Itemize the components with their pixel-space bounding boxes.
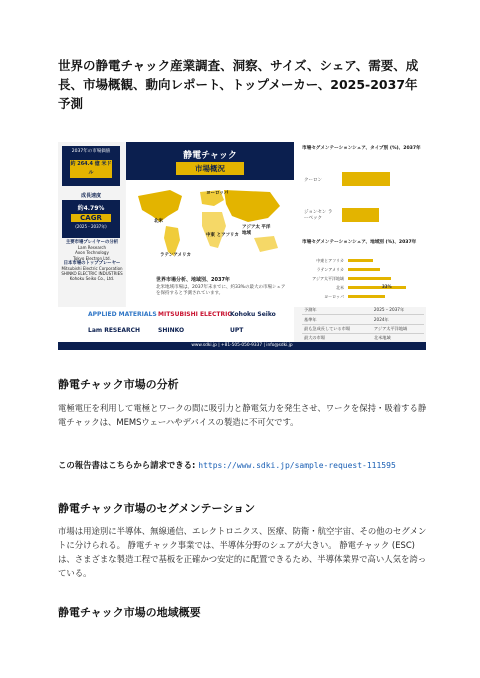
type-bar-label: ジョンセン ラーベック — [304, 210, 333, 221]
banner-subtitle: 市場概況 — [176, 162, 244, 175]
section-heading-analysis: 静電チャック市場の分析 — [58, 378, 179, 391]
table-cell: 2024年 — [372, 315, 424, 324]
map-label-latin-america: ラテンアメリカ — [160, 253, 191, 258]
table-cell: 2025 – 2037年 — [372, 306, 424, 315]
banner-title: 静電チャック — [183, 151, 237, 161]
map-label-europe: ヨーロッパ — [206, 191, 229, 196]
infographic-banner — [126, 142, 294, 180]
map-label-middle-east-africa: 中東 とアフリカ — [206, 233, 239, 238]
player-item: Tokyo Electron Ltd. — [73, 255, 111, 261]
region-bar-tag: 33% — [382, 284, 392, 289]
infographic-left-column — [58, 142, 125, 307]
table-cell: 最大の市場 — [302, 334, 372, 343]
logo-shinko: SHINKO — [158, 327, 185, 334]
logo-applied-materials: APPLIED MATERIALS — [88, 311, 157, 318]
summary-table — [302, 306, 424, 344]
logo-lam-research: Lam RESEARCH — [88, 327, 141, 334]
type-bar — [342, 208, 379, 222]
region-bar-label: 北米 — [336, 285, 344, 290]
request-line — [58, 459, 396, 471]
table-cell: 基準年 — [302, 315, 372, 324]
table-cell: 最も急成長している市場 — [302, 324, 372, 333]
type-share-heading: 市場セグメンテーションシェア、タイプ別 (%)、2037年 — [302, 146, 421, 151]
region-bar-label: 中東とアフリカ — [316, 258, 344, 263]
table-row — [302, 315, 424, 324]
japan-player-item: Kohoku Seiko Co., Ltd. — [69, 276, 115, 282]
market-infographic — [58, 142, 426, 350]
logo-kohoku-seiko: Kohoku Seiko — [230, 311, 276, 318]
region-bar-label: ヨーロッパ — [324, 294, 344, 299]
growth-value: 約4.79% — [77, 205, 105, 212]
region-bar-label: ラテンアメリカ — [316, 267, 344, 272]
type-bar-label: クーロン — [304, 178, 322, 183]
region-bar — [348, 268, 380, 271]
map-label-north-america: 北米 — [154, 219, 163, 224]
map-caption-body: 北米地域市場は、2037年末までに、約33%の最大の市場シェアを保持すると予測されています。 — [156, 285, 286, 296]
map-caption-title: 世界市場分析、地域別、2037年 — [156, 277, 230, 283]
region-bar — [348, 286, 406, 289]
cagr-period: (2025 - 2037年) — [75, 224, 107, 229]
players-heading: 主要市場プレイヤーの分析 — [65, 240, 119, 245]
map-label-asia-pacific: アジア太 平洋地域 — [242, 225, 271, 236]
section-heading-regional: 静電チャック市場の地域概要 — [58, 606, 201, 619]
market-value-label: 2037年の市場価値 — [71, 149, 111, 154]
infographic-footer: www.sdki.jp | +81-505-050-9337 | info@sdki.jp — [58, 342, 426, 350]
map-africa — [202, 212, 226, 248]
sample-request-link[interactable]: https://www.sdki.jp/sample-request-111595 — [198, 461, 396, 470]
page-title: 世界の静電チャック産業調査、洞察、サイズ、シェア、需要、成長、市場概観、動向レポート、トップメーカー、2025-2037年予測 — [58, 58, 419, 111]
table-cell: 予測年 — [302, 306, 372, 315]
region-bar — [348, 259, 373, 262]
section-body-segmentation: 市場は用途別に半導体、無線通信、エレクトロニクス、医療、防衛・航空宇宙、その他のセグメントに分けられる。 静電チャック事業では、半導体分野のシェアが大きい。 静電チャック (ESC) は、さまざまな製造工程で基板を正確かつ安定的に配置できるため、半導体業界で高い人気を誇っている。 — [58, 526, 427, 578]
section-body-analysis: 電極電圧を利用して電極とワークの間に吸引力と静電気力を発生させ、ワークを保持・吸着する静電チャックは、MEMSウェーハやデバイスの製造に不可欠です。 — [58, 403, 427, 427]
infographic-center — [126, 142, 294, 307]
table-cell: アジア太平洋地域 — [372, 324, 424, 333]
player-item: Lam Research — [77, 245, 107, 251]
section-heading-segmentation: 静電チャック市場のセグメンテーション — [58, 502, 256, 515]
region-bar-label: アジア太平洋地域 — [312, 276, 344, 281]
japan-player-item: Mitsubishi Electric Corporation — [61, 266, 123, 272]
infographic-right-column — [294, 142, 426, 341]
logo-mitsubishi-electric: MITSUBISHI ELECTRIC — [158, 311, 232, 318]
japan-player-item: SHINKO ELECTRIC INDUSTRIES — [61, 271, 123, 277]
company-logos — [58, 307, 294, 342]
growth-label: 成長速度 — [80, 193, 101, 199]
map-asia — [224, 190, 280, 222]
cagr-box — [62, 200, 120, 238]
player-item: Axon Technology — [75, 250, 109, 256]
region-share-heading: 市場セグメンテーションシェア、地域別 (%)、2037年 — [302, 240, 417, 245]
market-value-box — [62, 146, 120, 186]
table-row — [302, 306, 424, 315]
table-row — [302, 324, 424, 333]
logo-upt: UPT — [230, 327, 244, 334]
table-cell: 北米地域 — [372, 334, 424, 343]
request-label: この報告書はこちらから請求できる: — [58, 460, 196, 470]
region-bar — [348, 295, 385, 298]
cagr-label: CAGR — [71, 214, 111, 222]
map-australia — [254, 236, 278, 252]
market-value: 約 264.4 億 米ドル — [70, 161, 112, 176]
japan-players-heading: 日本市場のトッププレーヤー — [63, 260, 121, 266]
region-bar — [348, 277, 391, 280]
players-list — [61, 240, 123, 282]
type-bar — [342, 172, 390, 186]
